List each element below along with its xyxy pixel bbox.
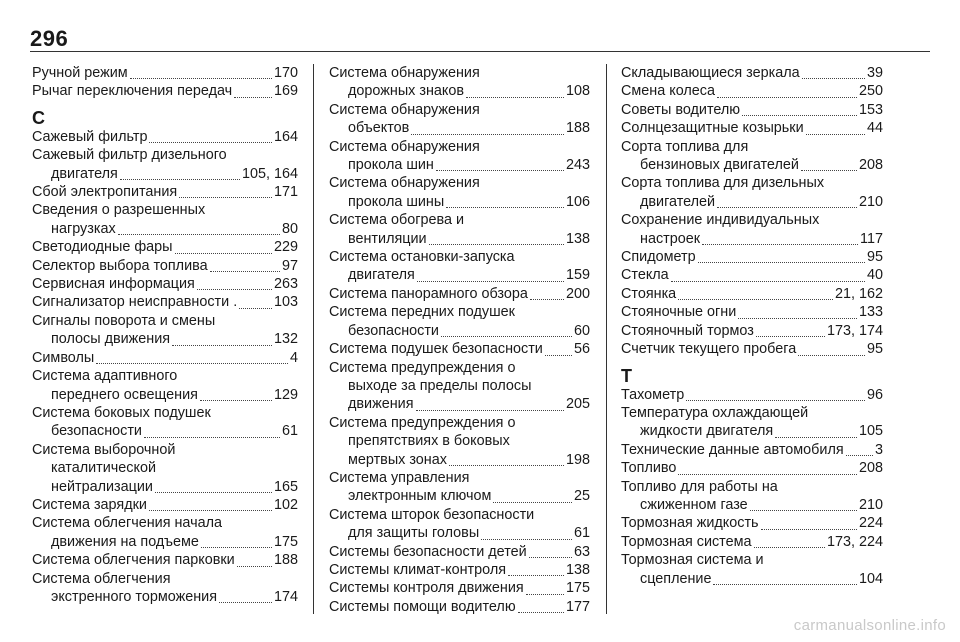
column-divider: [313, 64, 314, 614]
page-reference: 21, 162: [834, 285, 883, 302]
dot-leader: [508, 574, 564, 576]
index-entry: [329, 543, 590, 561]
page-reference: 102: [273, 496, 298, 513]
entry-text: Стоянка: [621, 285, 677, 302]
dot-leader: [96, 362, 288, 364]
page-reference: 153: [858, 101, 883, 118]
entry-text: каталитической: [51, 460, 156, 477]
entry-text: Система адаптивного: [32, 368, 178, 385]
index-entry: [32, 367, 298, 404]
page-reference: 61: [281, 423, 298, 440]
entry-text: Топливо: [621, 460, 677, 477]
dot-leader: [219, 601, 272, 603]
index-entry: [329, 359, 590, 414]
watermark: carmanualsonline.info: [793, 617, 946, 634]
index-column-2: [329, 64, 590, 624]
page-reference: 173, 174: [826, 322, 883, 339]
dot-leader: [179, 196, 272, 198]
page-reference: 61: [573, 525, 590, 542]
page-reference: 208: [858, 460, 883, 477]
page-reference: 174: [273, 588, 298, 605]
dot-leader: [449, 464, 564, 466]
page-reference: 188: [273, 552, 298, 569]
index-entry: [621, 248, 883, 266]
entry-text: Системы помощи водителю: [329, 598, 516, 615]
index-entry: [32, 128, 298, 146]
index-entry: [32, 496, 298, 514]
entry-text: Система предупреждения о: [329, 359, 516, 376]
dot-leader: [671, 280, 865, 282]
entry-text: Система обогрева и: [329, 212, 464, 229]
index-entry: [621, 459, 883, 477]
entry-text: Рычаг переключения передач: [32, 83, 233, 100]
index-entry: [621, 441, 883, 459]
index-entry: [32, 201, 298, 238]
page-reference: 97: [281, 257, 298, 274]
index-entry: [329, 211, 590, 248]
dot-leader: [742, 114, 857, 116]
page-reference: 175: [273, 533, 298, 550]
index-entry: [621, 174, 883, 211]
index-entry: [621, 478, 883, 515]
index-entry: [32, 82, 298, 100]
entry-text: жидкости двигателя: [640, 423, 774, 440]
entry-text: Система передних подушек: [329, 304, 515, 321]
entry-text: бензиновых двигателей: [640, 157, 799, 174]
page-reference: 200: [565, 285, 590, 302]
page-reference: 40: [866, 267, 883, 284]
index-entry: [32, 238, 298, 256]
page-reference: 175: [565, 580, 590, 597]
dot-leader: [210, 270, 280, 272]
index-columns: [0, 64, 960, 624]
page-reference: 39: [866, 65, 883, 81]
entry-text: Сажевый фильтр: [32, 128, 148, 145]
page-reference: 117: [860, 230, 883, 247]
index-entry: [329, 64, 590, 101]
entry-text: мертвых зонах: [348, 451, 447, 468]
dot-leader: [678, 473, 857, 475]
entry-text: Сервисная информация: [32, 276, 195, 293]
entry-text: Селектор выбора топлива: [32, 257, 208, 274]
dot-leader: [417, 280, 564, 282]
entry-text: вентиляции: [348, 230, 427, 247]
entry-text: полосы движения: [51, 331, 171, 348]
page-reference: 169: [273, 83, 298, 100]
index-entry: [621, 266, 883, 284]
dot-leader: [518, 611, 564, 613]
page-reference: 95: [866, 249, 883, 266]
index-entry: [621, 551, 883, 588]
entry-text: двигателя: [348, 267, 415, 284]
dot-leader: [120, 178, 240, 180]
entry-text: двигателей: [640, 193, 716, 210]
index-entry: [621, 101, 883, 119]
entry-text: электронным ключом: [348, 488, 492, 505]
entry-text: Системы контроля движения: [329, 580, 524, 597]
dot-leader: [466, 96, 564, 98]
index-entry: [329, 101, 590, 138]
page-reference: 96: [866, 386, 883, 403]
entry-text: Солнцезащитные козырьки: [621, 120, 804, 137]
entry-text: Символы: [32, 349, 95, 366]
dot-leader: [717, 96, 857, 98]
index-column-3: [621, 64, 883, 624]
dot-leader: [172, 344, 272, 346]
entry-text: Сорта топлива для дизельных: [621, 175, 825, 192]
entry-text: Тахометр: [621, 386, 685, 403]
dot-leader: [526, 593, 564, 595]
dot-leader: [750, 509, 857, 511]
dot-leader: [806, 133, 865, 135]
page-reference: 210: [858, 193, 883, 210]
dot-leader: [149, 509, 272, 511]
index-entry: [329, 340, 590, 358]
entry-text: Система остановки-запуска: [329, 249, 515, 266]
page-reference: 263: [273, 276, 298, 293]
page-reference: 229: [273, 239, 298, 256]
dot-leader: [411, 133, 564, 135]
entry-text: Система обнаружения: [329, 138, 480, 155]
index-entry: [32, 551, 298, 569]
entry-text: Система облегчения начала: [32, 515, 223, 532]
dot-leader: [678, 298, 833, 300]
entry-text: движения: [348, 396, 414, 413]
dot-leader: [201, 546, 272, 548]
entry-text: безопасности: [348, 322, 439, 339]
page-reference: 165: [273, 478, 298, 495]
page-reference: 108: [565, 83, 590, 100]
entry-text: Система предупреждения о: [329, 414, 516, 431]
dot-leader: [149, 141, 272, 143]
page-reference: 133: [858, 304, 883, 321]
entry-text: Сведения о разрешенных: [32, 202, 206, 219]
entry-text: выходе за пределы полосы: [348, 377, 532, 394]
entry-text: Система боковых подушек: [32, 404, 211, 421]
entry-text: Технические данные автомобиля: [621, 441, 844, 458]
page-reference: 104: [858, 570, 883, 587]
entry-text: Система обнаружения: [329, 101, 480, 118]
dot-leader: [197, 288, 272, 290]
dot-leader: [155, 491, 272, 493]
index-entry: [32, 64, 298, 82]
index-entry: [621, 340, 883, 358]
dot-leader: [416, 409, 564, 411]
page-reference: 224: [858, 515, 883, 532]
page-reference: 105, 164: [241, 165, 298, 182]
index-entry: [621, 82, 883, 100]
entry-text: Советы водителю: [621, 101, 741, 118]
entry-text: Система обнаружения: [329, 65, 480, 81]
page-reference: 103: [273, 294, 298, 311]
page-reference: 95: [866, 341, 883, 358]
index-entry: [329, 598, 590, 616]
index-entry: [621, 404, 883, 441]
index-entry: [621, 322, 883, 340]
page-reference: 159: [565, 267, 590, 284]
page-reference: 44: [866, 120, 883, 137]
entry-text: Система зарядки: [32, 496, 147, 513]
page-reference: 208: [858, 157, 883, 174]
dot-leader: [200, 399, 272, 401]
entry-text: препятствиях в боковых: [348, 433, 510, 450]
page-reference: 4: [289, 349, 298, 366]
entry-text: прокола шины: [348, 193, 445, 210]
dot-leader: [802, 77, 865, 79]
index-entry: [329, 303, 590, 340]
dot-leader: [801, 169, 857, 171]
index-entry: [621, 514, 883, 532]
index-entry: [329, 506, 590, 543]
dot-leader: [118, 233, 280, 235]
page-reference: 164: [273, 128, 298, 145]
entry-text: Система выборочной: [32, 441, 176, 458]
page-reference: 60: [573, 322, 590, 339]
entry-text: прокола шин: [348, 157, 434, 174]
page-reference: 205: [565, 396, 590, 413]
entry-text: Стояночный тормоз: [621, 322, 754, 339]
entry-text: Сажевый фильтр дизельного: [32, 147, 227, 164]
dot-leader: [756, 335, 825, 337]
section-letter: С: [32, 107, 45, 128]
page-reference: 106: [565, 193, 590, 210]
index-entry: [32, 146, 298, 183]
dot-leader: [429, 243, 564, 245]
dot-leader: [175, 252, 272, 254]
dot-leader: [717, 206, 857, 208]
dot-leader: [237, 565, 272, 567]
index-entry: [329, 469, 590, 506]
dot-leader: [698, 261, 865, 263]
index-entry: [32, 570, 298, 607]
index-entry: [621, 386, 883, 404]
index-entry: [32, 514, 298, 551]
page-number: 296: [30, 26, 69, 51]
entry-text: Стекла: [621, 267, 669, 284]
page-reference: 138: [565, 230, 590, 247]
entry-text: Счетчик текущего пробега: [621, 341, 797, 358]
index-entry: [621, 119, 883, 137]
entry-text: нагрузках: [51, 220, 116, 237]
entry-text: Тормозная система: [621, 533, 752, 550]
index-entry: [32, 293, 298, 311]
page-reference: 80: [281, 220, 298, 237]
index-entry: [621, 285, 883, 303]
index-entry: [32, 404, 298, 441]
index-entry: [32, 441, 298, 496]
dot-leader: [545, 354, 572, 356]
entry-text: Система облегчения парковки: [32, 552, 235, 569]
dot-leader: [754, 546, 825, 548]
index-entry: [32, 257, 298, 275]
dot-leader: [530, 298, 564, 300]
dot-leader: [436, 169, 564, 171]
entry-text: Сорта топлива для: [621, 138, 749, 155]
entry-text: Система управления: [329, 469, 470, 486]
dot-leader: [702, 243, 858, 245]
entry-text: Система облегчения: [32, 570, 171, 587]
index-entry: [329, 248, 590, 285]
page-reference: 250: [858, 83, 883, 100]
entry-text: Складывающиеся зеркала: [621, 65, 800, 81]
dot-leader: [529, 556, 572, 558]
entry-text: двигателя: [51, 165, 118, 182]
index-entry: [621, 303, 883, 321]
dot-leader: [761, 528, 857, 530]
dot-leader: [446, 206, 564, 208]
page-reference: 170: [273, 65, 298, 81]
page-reference: 177: [565, 598, 590, 615]
entry-text: Системы безопасности детей: [329, 543, 527, 560]
entry-text: объектов: [348, 120, 410, 137]
dot-leader: [234, 96, 272, 98]
dot-leader: [713, 583, 857, 585]
dot-leader: [798, 354, 865, 356]
section-letter: Т: [621, 365, 632, 386]
entry-text: Стояночные огни: [621, 304, 737, 321]
entry-text: сцепление: [640, 570, 712, 587]
index-entry: [621, 64, 883, 82]
entry-text: сжиженном газе: [640, 496, 748, 513]
index-entry: [621, 533, 883, 551]
entry-text: Смена колеса: [621, 83, 715, 100]
entry-text: Сбой электропитания: [32, 184, 178, 201]
page-reference: 105: [858, 423, 883, 440]
entry-text: Сохранение индивидуальных: [621, 212, 820, 229]
dot-leader: [846, 454, 873, 456]
header-rule: [30, 51, 930, 52]
index-entry: [329, 285, 590, 303]
index-entry: [32, 349, 298, 367]
entry-text: экстренного торможения: [51, 588, 218, 605]
dot-leader: [144, 436, 280, 438]
page-reference: 188: [565, 120, 590, 137]
dot-leader: [775, 436, 857, 438]
column-divider: [606, 64, 607, 614]
entry-text: безопасности: [51, 423, 142, 440]
entry-text: Сигнализатор неисправности .: [32, 294, 238, 311]
entry-text: Система подушек безопасности: [329, 341, 543, 358]
index-entry: [329, 561, 590, 579]
entry-text: Светодиодные фары: [32, 239, 173, 256]
index-entry: [32, 183, 298, 201]
page-reference: 129: [273, 386, 298, 403]
dot-leader: [493, 501, 572, 503]
index-entry: [32, 275, 298, 293]
page-reference: 56: [573, 341, 590, 358]
entry-text: Ручной режим: [32, 65, 128, 81]
page-reference: 171: [273, 184, 298, 201]
entry-text: Тормозная жидкость: [621, 515, 759, 532]
dot-leader: [239, 307, 272, 309]
entry-text: нейтрализации: [51, 478, 153, 495]
index-entry: [329, 414, 590, 469]
page-reference: 173, 224: [826, 533, 883, 550]
page-reference: 3: [874, 441, 883, 458]
dot-leader: [686, 399, 865, 401]
entry-text: Система панорамного обзора: [329, 285, 528, 302]
page-reference: 132: [273, 331, 298, 348]
dot-leader: [441, 335, 572, 337]
entry-text: Системы климат-контроля: [329, 561, 507, 578]
dot-leader: [738, 317, 857, 319]
entry-text: Сигналы поворота и смены: [32, 312, 216, 329]
index-entry: [621, 211, 883, 248]
entry-text: Топливо для работы на: [621, 478, 778, 495]
page-reference: 198: [565, 451, 590, 468]
entry-text: настроек: [640, 230, 701, 247]
index-entry: [329, 138, 590, 175]
index-entry: [329, 579, 590, 597]
page-reference: 25: [573, 488, 590, 505]
entry-text: переднего освещения: [51, 386, 198, 403]
index-entry: [329, 174, 590, 211]
page-reference: 138: [565, 561, 590, 578]
page-reference: 63: [573, 543, 590, 560]
entry-text: Система обнаружения: [329, 175, 480, 192]
index-entry: [621, 138, 883, 175]
index-entry: [32, 312, 298, 349]
index-column-1: [32, 64, 298, 624]
entry-text: движения на подъеме: [51, 533, 199, 550]
entry-text: Температура охлаждающей: [621, 404, 809, 421]
dot-leader: [130, 77, 272, 79]
entry-text: дорожных знаков: [348, 83, 465, 100]
entry-text: для защиты головы: [348, 525, 480, 542]
page-reference: 210: [858, 496, 883, 513]
entry-text: Система шторок безопасности: [329, 506, 535, 523]
page-reference: 243: [565, 157, 590, 174]
entry-text: Тормозная система и: [621, 552, 764, 569]
dot-leader: [481, 538, 572, 540]
entry-text: Спидометр: [621, 249, 696, 266]
